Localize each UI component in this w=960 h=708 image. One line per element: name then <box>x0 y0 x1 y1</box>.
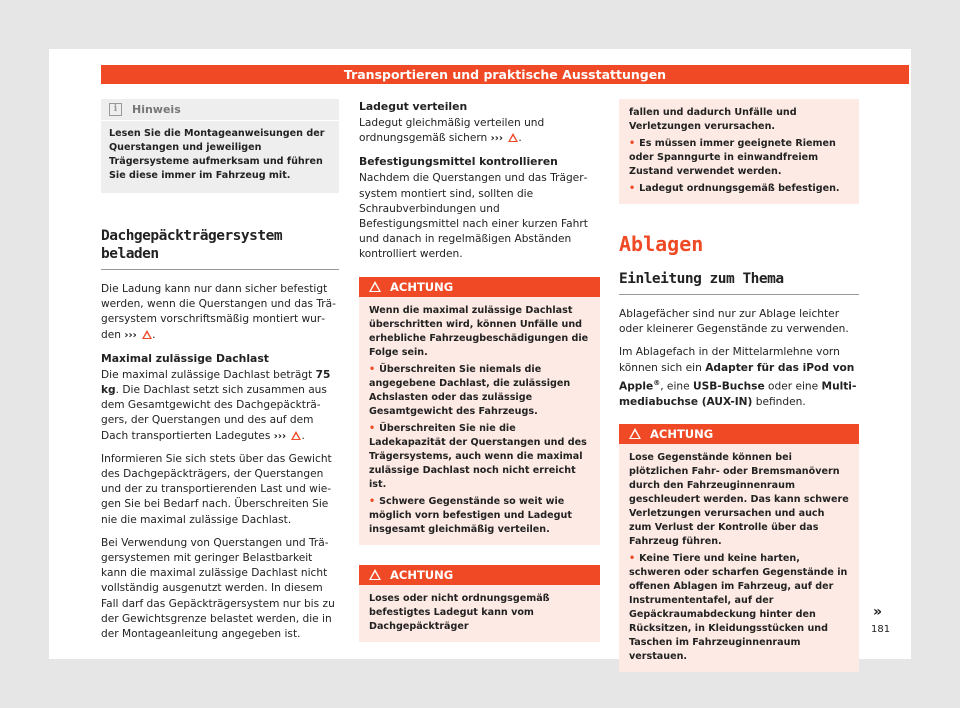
note-header <box>101 99 339 121</box>
weight-info-paragraph: Informieren Sie sich stets über das Gewicht des Dachgepäckträgers, der Querstangen und der zu transportierenden Last und wiegen Sie bei Bedarf nach. Überschreiten Sie nie die maximal zulässige Dachlast. <box>101 452 332 526</box>
warning-body <box>359 297 600 545</box>
bullet-icon: • <box>629 183 636 194</box>
reference-arrows[interactable]: ››› <box>490 133 504 145</box>
warning-triangle-icon <box>369 569 381 580</box>
warning-triangle-icon <box>629 428 641 439</box>
warning-item: • Schwere Gegenstände so weit wie möglich vorn befestigen und Ladegut insgesamt gleichmäßig verteilen. <box>369 495 572 535</box>
warning-title: ACHTUNG <box>390 279 454 294</box>
warning-title: ACHTUNG <box>650 426 714 441</box>
distribute-paragraph: Ladegut gleichmäßig verteilen und ordnungsgemäß sichern ››› . <box>359 117 545 145</box>
warning-item: • Ladegut ordnungsgemäß befestigen. <box>629 183 840 194</box>
bullet-icon: • <box>369 363 376 375</box>
warning-box <box>359 565 600 642</box>
bullet-icon: • <box>369 495 376 507</box>
warning-box <box>359 277 600 545</box>
warning-icon <box>508 133 518 142</box>
info-icon: i <box>109 103 122 116</box>
chapter-header: Transportieren und praktische Ausstattungen <box>101 65 909 84</box>
page-number: 181 <box>871 624 891 635</box>
warning-box <box>619 424 859 672</box>
warning-item: • Keine Tiere und keine harten, schweren oder scharfen Gegenstände in offenen Ablagen im Fahrzeug, auf der Instrumententafel, auf der Gepäckraumabdeckung hinter den Rücksitzen, in Kleidungsstücken und Taschen im Fahrzeuginnenraum verstauen. <box>629 552 848 662</box>
warning-header <box>359 277 600 297</box>
bullet-icon: • <box>629 138 636 149</box>
reference-arrows[interactable]: ››› <box>124 329 137 341</box>
check-fasteners-paragraph: Nachdem die Querstangen und das Trägersystem montiert sind, sollten die Schraubverbindungen und Befestigungsmittel nach einer kurzen Fahrt und danach in regelmäßigen Abständen kontrolliert werden. <box>359 172 588 261</box>
warning-item: • Überschreiten Sie nie die Ladekapazität der Querstangen und des Trägersystems, auch wenn die maximal zulässige Dachlast noch nicht erreicht ist. <box>369 422 587 490</box>
bullet-icon: • <box>369 422 376 434</box>
warning-intro: Lose Gegenstände können bei plötzlichen Fahr- oder Bremsmanövern durch den Fahrzeuginnenraum geschleudert werden. Das kann schwere Verletzungen verursachen und auch zum Verlust der Kontrolle über das Fahrzeug führen. <box>629 451 849 547</box>
note-box <box>101 99 339 193</box>
warning-icon <box>291 431 301 440</box>
max-load-paragraph: Die maximal zulässige Dachlast beträgt 75 kg. Die Dachlast setzt sich zusammen aus dem Gesamtgewicht des Dachgepäckträgers, der Querstangen und des auf dem Dach transportierten Ladegutes ››› . <box>101 368 331 442</box>
warning-body <box>619 444 859 672</box>
warning-triangle-icon <box>369 281 381 292</box>
warning-item: • Überschreiten Sie niemals die angegebene Dachlast, die zulässigen Achslasten oder das zulässige Gesamtgewicht des Fahrzeugs. <box>369 363 571 417</box>
warning-intro: fallen und dadurch Unfälle und Verletzungen verursachen. <box>629 107 797 132</box>
manual-page <box>49 49 911 662</box>
low-capacity-paragraph: Bei Verwendung von Querstangen und Trägersystemen mit geringer Belastbarkeit kann die maximal zulässige Dachlast nicht vollständig ausgenutzt werden. In diesem Fall darf das Gepäckträgersystem nur bis zu der Gewichtsgrenze belastet werden, die in der Montageanleitung angegeben ist. <box>101 536 335 641</box>
storage-paragraph: Ablagefächer sind nur zur Ablage leichter oder kleinerer Gegenstände zu verwenden. <box>619 308 849 336</box>
section-title: Einleitung zum Thema <box>619 270 859 295</box>
max-load-heading: Maximal zulässige Dachlast <box>101 351 269 365</box>
warning-title: ACHTUNG <box>390 567 454 582</box>
section-title: Dachgepäckträgersystem beladen <box>101 227 339 270</box>
warning-header <box>359 565 600 585</box>
warning-item: • Es müssen immer geeignete Riemen oder Spanngurte in einwandfreiem Zustand verwendet werden. <box>629 138 836 177</box>
warning-body <box>359 585 600 642</box>
column-middle <box>359 99 600 658</box>
distribute-heading: Ladegut verteilen <box>359 100 468 113</box>
column-right <box>619 99 859 688</box>
note-title: Hinweis <box>132 103 181 116</box>
check-fasteners-heading: Befestigungsmittel kontrollieren <box>359 155 558 169</box>
armrest-paragraph: Im Ablagefach in der Mittelarmlehne vorn können sich ein Adapter für das iPod von Apple®, eine USB-Buchse oder eine Multimediabuchse (AUX-IN) befinden. <box>619 346 857 408</box>
warning-intro: Wenn die maximal zulässige Dachlast überschritten wird, können Unfälle und erhebliche Fahrzeugbeschädigungen die Folge sein. <box>369 304 589 358</box>
bullet-icon: • <box>629 552 636 564</box>
reference-arrows[interactable]: ››› <box>273 430 287 442</box>
intro-paragraph: Die Ladung kann nur dann sicher befestigt werden, wenn die Querstangen und das Trägersystem vorschriftsmäßig montiert wurden ››› . <box>101 283 336 341</box>
max-load-value: 75 kg <box>101 368 331 397</box>
note-text: Lesen Sie die Montageanweisungen der Querstangen und jeweiligen Trägersysteme aufmerksam und führen Sie diese immer im Fahrzeug mit. <box>109 128 325 181</box>
warning-box-continued <box>619 99 859 204</box>
warning-icon <box>142 330 152 339</box>
warning-header <box>619 424 859 444</box>
continue-marker: » <box>873 604 883 620</box>
warning-body <box>619 99 859 204</box>
column-left <box>101 99 339 650</box>
warning-intro: Loses oder nicht ordnungsgemäß befestigtes Ladegut kann vom Dachgepäckträger <box>369 592 550 632</box>
chapter-title: Ablagen <box>619 232 704 256</box>
